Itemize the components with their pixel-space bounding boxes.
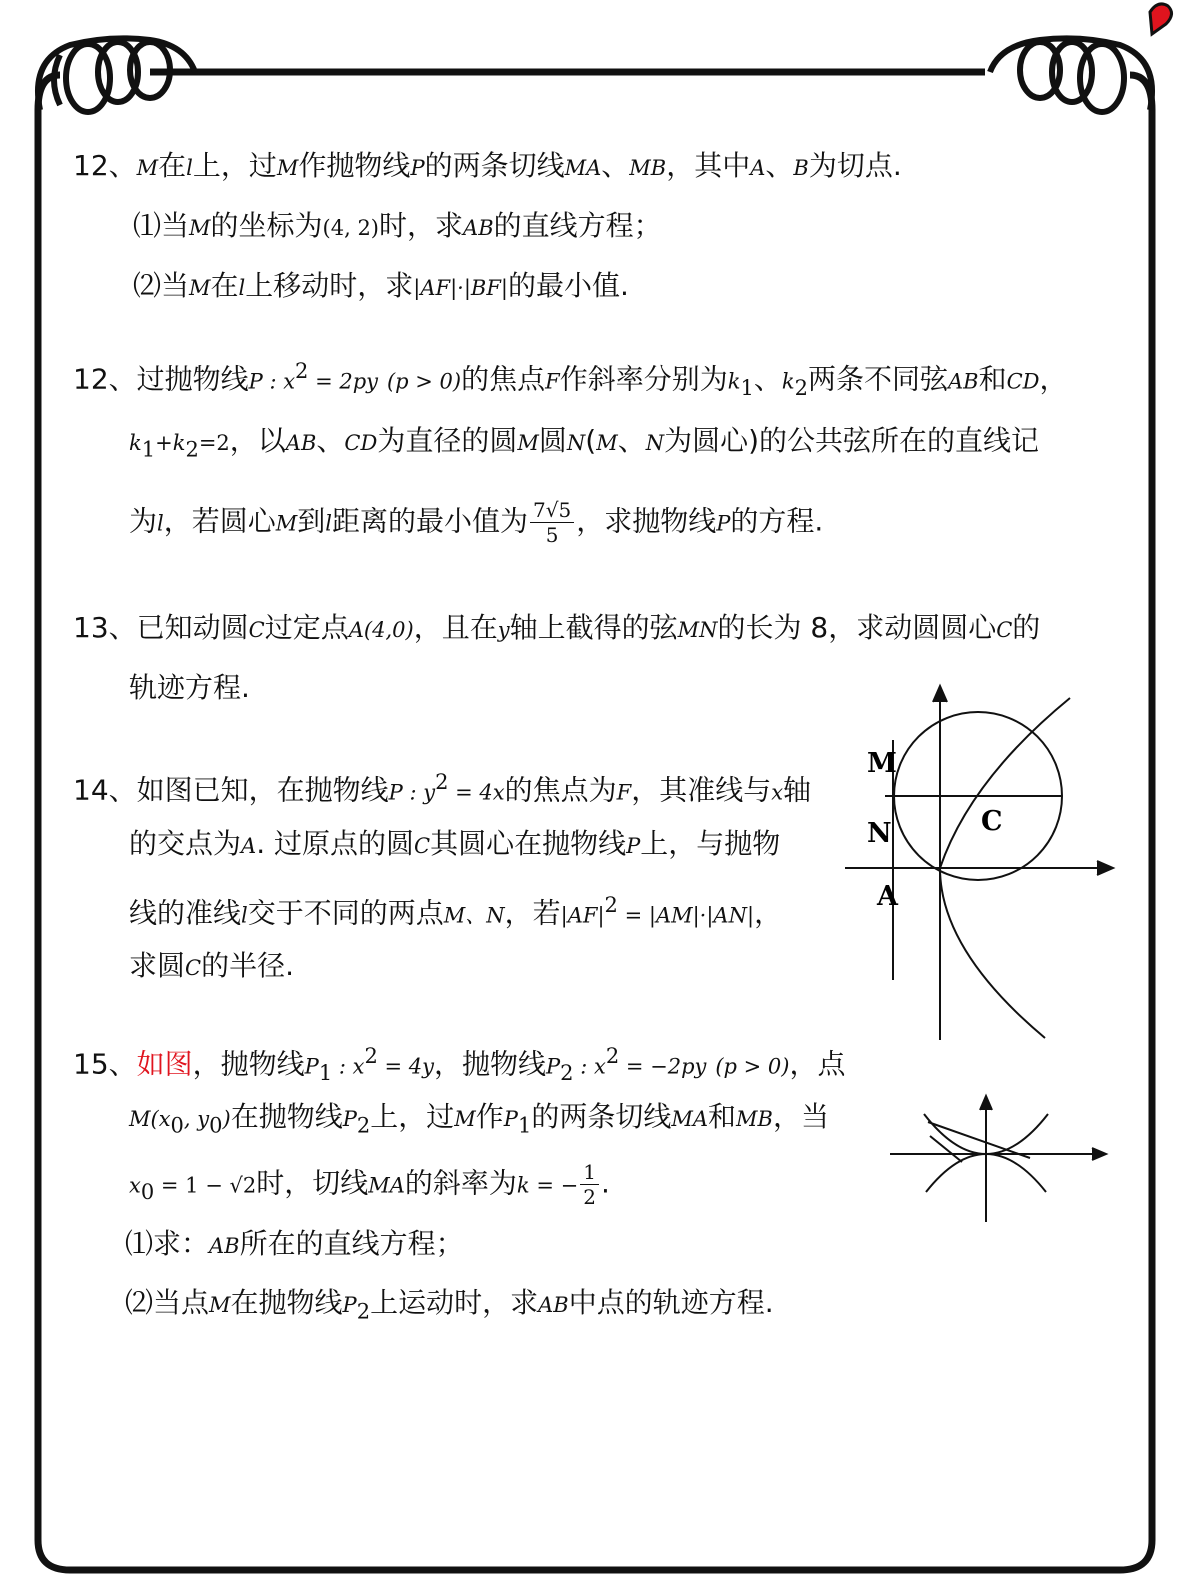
figure-reference: 如图 (136, 1047, 193, 1081)
q13-line1: 13、已知动圆C过定点A(4,0)，且在y轴上截得的弦MN的长为 8，求动圆圆心C的 (73, 611, 1041, 644)
q12b-line1: 12、过抛物线P : $x^2 = 2py$ (p > 0)的焦点F作斜率分别为$k_1$、$k_2$两条不同弦AB和CD， (73, 359, 1068, 400)
q14-line2: 的交点为A. 过原点的圆C其圆心在抛物线P上，与抛物 (129, 827, 781, 860)
q12a-line2: ⑴当M的坐标为(4, 2)时，求AB的直线方程； (133, 209, 662, 242)
q13-line2: 轨迹方程. (129, 671, 250, 704)
q12a-line3: ⑵当M在l上移动时，求|AF|·|BF|的最小值. (133, 269, 629, 302)
q15-line5: ⑵当点M在抛物线$P_2$上运动时，求AB中点的轨迹方程. (125, 1286, 774, 1324)
label-a: A (877, 881, 898, 912)
q14-figure (845, 680, 1125, 1045)
fraction-7sqrt5-over-5: $\frac{7√5}{5}$ (530, 498, 574, 547)
q15-line4: ⑴求：AB所在的直线方程； (125, 1227, 464, 1260)
q15-line1: 15、如图，抛物线$P_1$ : $x^2 = 4y$，抛物线$P_2$ : $x^2 = -2py$ (p > 0)，点 (73, 1044, 846, 1085)
q15-figure (890, 1092, 1115, 1227)
q12b-line3: 为l，若圆心M到l距离的最小值为 $\frac{7√5}{5}$ ，求抛物线P的方程. (129, 498, 824, 547)
heart-ornament (1150, 4, 1172, 34)
fraction-one-half: $\frac{1}{2}$ (580, 1160, 599, 1209)
q14-line4: 求圆C的半径. (129, 949, 294, 982)
q14-line3: 线的准线l交于不同的两点M、N，若$|AF|^2 = |AM|\cdot|AN|$， (129, 893, 783, 930)
label-n: N (867, 818, 892, 849)
q12b-line2: $k_1+k_2=2$，以AB、CD为直径的圆M圆N(M、N为圆心)的公共弦所在的直线记 (129, 424, 1040, 462)
q14-line1: 14、如图已知，在抛物线P : $y^2 = 4x$的焦点为F，其准线与x轴 (73, 770, 812, 807)
label-c: C (981, 806, 1003, 837)
q12a-line1: 12、M在l上，过M作抛物线P的两条切线MA、MB，其中A、B为切点. (73, 149, 902, 182)
label-m: M (867, 748, 897, 779)
q15-line2: $M(x_0$, $y_0$)在抛物线$P_2$上，过M作$P_1$的两条切线MA和MB，当 (129, 1100, 829, 1138)
q15-line3: $x_0 = 1 - √2$时，切线MA的斜率为k = − $\frac{1}{2}$ . (129, 1160, 610, 1209)
tangent-mb (930, 1136, 962, 1162)
